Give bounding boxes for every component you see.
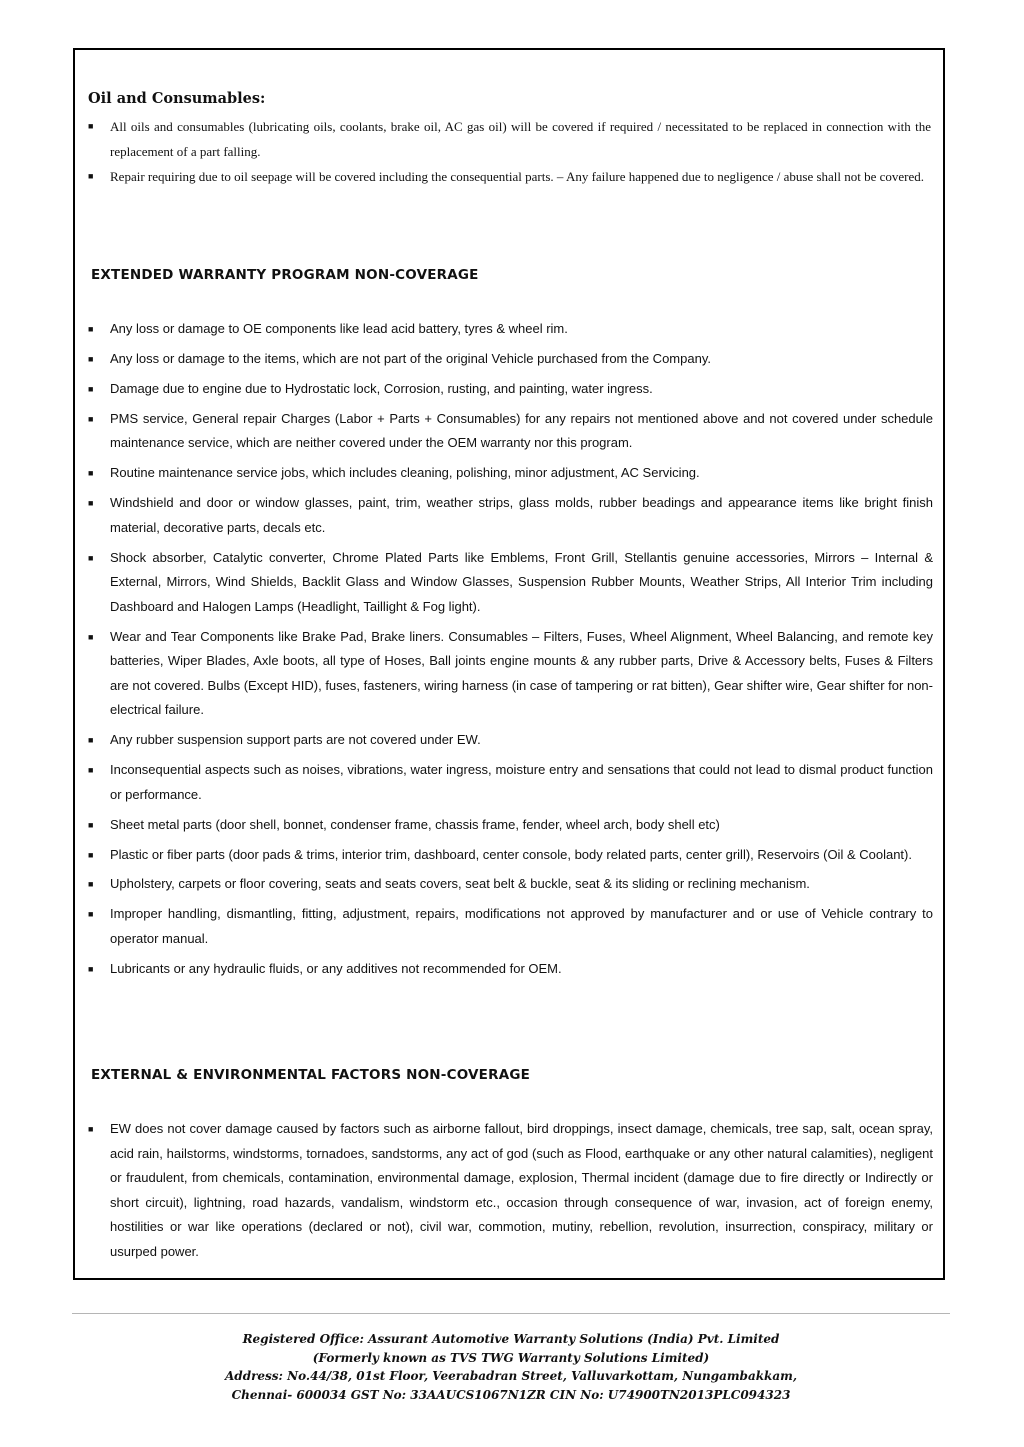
list-item (88, 957, 933, 982)
list-item (88, 728, 933, 753)
oil-section-list (88, 114, 931, 189)
bullet-icon: ■ (88, 963, 94, 974)
bullet-icon: ■ (88, 353, 94, 364)
bullet-icon: ■ (88, 171, 94, 181)
list-item (88, 164, 931, 189)
footer-line-4: Chennai- 600034 GST No: 33AAUCS1067N1ZR CIN No: U74900TN2013PLC094323 (231, 1387, 791, 1402)
list-item (88, 546, 933, 620)
list-item (88, 843, 933, 868)
list-item (88, 491, 933, 540)
list-item-text: Routine maintenance service jobs, which includes cleaning, polishing, minor adjustment, AC Servicing. (110, 465, 700, 481)
list-item-text: Shock absorber, Catalytic converter, Chrome Plated Parts like Emblems, Front Grill, Stellantis genuine accessories, Mirrors – Internal & External, Mirrors, Wind Shields, Backlit Glass and Window Glasses, Suspension Rubber Mounts, Weather Strips, All Interior Trim including Dashboard and Halogen Lamps (Headlight, Taillight & Fog light). (110, 549, 933, 614)
bullet-icon: ■ (88, 121, 94, 131)
list-item-text: Any rubber suspension support parts are not covered under EW. (110, 732, 481, 748)
list-item-text: Plastic or fiber parts (door pads & trims, interior trim, dashboard, center console, body related parts, center grill), Reservoirs (Oil & Coolant). (110, 846, 912, 862)
list-item (88, 758, 933, 807)
list-item-text: Wear and Tear Components like Brake Pad, Brake liners. Consumables – Filters, Fuses, Wheel Alignment, Wheel Balancing, and remote key batteries, Wiper Blades, Axle boots, all type of Hoses, Ball joints engine mounts & any rubber parts, Drive & Accessory belts, Fuses & Filters are not covered. Bulbs (Except HID), fuses, fasteners, wiring harness (in case of tampering or rat bitten), Gear shifter wire, Gear shifter for non-electrical failure. (110, 628, 933, 718)
list-item (88, 377, 933, 402)
list-item-text: Any loss or damage to the items, which are not part of the original Vehicle purchased from the Company. (110, 350, 711, 366)
list-item (88, 461, 933, 486)
bullet-icon: ■ (88, 1124, 94, 1134)
oil-section-title: Oil and Consumables: (88, 90, 266, 107)
bullet-icon: ■ (88, 413, 94, 424)
list-item-text: Lubricants or any hydraulic fluids, or any additives not recommended for OEM. (110, 960, 562, 976)
bullet-icon: ■ (88, 468, 94, 479)
list-item-text: Upholstery, carpets or floor covering, seats and seats covers, seat belt & buckle, seat & its sliding or reclining mechanism. (110, 876, 810, 892)
list-item (88, 407, 933, 456)
bullet-icon: ■ (88, 552, 94, 563)
footer-line-2: (Formerly known as TVS TWG Warranty Solutions Limited) (312, 1350, 710, 1365)
external-factors-title: EXTERNAL & ENVIRONMENTAL FACTORS NON-COVERAGE (91, 1067, 531, 1083)
list-item (88, 114, 931, 164)
footer-divider (72, 1313, 950, 1314)
non-coverage-title: EXTENDED WARRANTY PROGRAM NON-COVERAGE (91, 267, 479, 283)
bullet-icon: ■ (88, 879, 94, 890)
list-item-text: Improper handling, dismantling, fitting, adjustment, repairs, modifications not approved by manufacturer and or use of Vehicle contrary to operator manual. (110, 906, 933, 946)
footer-line-3: Address: No.44/38, 01st Floor, Veerabadran Street, Valluvarkottam, Nungambakkam, (225, 1369, 797, 1383)
list-item-text: Any loss or damage to OE components like lead acid battery, tyres & wheel rim. (110, 321, 568, 336)
footer-line-1: Registered Office: Assurant Automotive Warranty Solutions (India) Pvt. Limited (242, 1332, 780, 1346)
bullet-icon: ■ (88, 383, 94, 394)
list-item-text: Sheet metal parts (door shell, bonnet, condenser frame, chassis frame, fender, wheel arch, body shell etc) (110, 816, 720, 832)
bullet-icon: ■ (88, 631, 94, 642)
list-item-text: Damage due to engine due to Hydrostatic lock, Corrosion, rusting, and painting, water ingress. (110, 380, 653, 396)
bullet-icon: ■ (88, 819, 94, 830)
list-item-text: PMS service, General repair Charges (Labor + Parts + Consumables) for any repairs not mentioned above and not covered under schedule maintenance service, which are neither covered under the OEM warranty nor this program. (110, 410, 933, 451)
list-item-text: Inconsequential aspects such as noises, vibrations, water ingress, moisture entry and sensations that could not lead to dismal product function or performance. (110, 762, 933, 802)
list-item-text: EW does not cover damage caused by factors such as airborne fallout, bird droppings, insect damage, chemicals, tree sap, salt, ocean spray, acid rain, hailstorms, windstorms, tornadoes, sandstorms, any act of god (such as Flood, earthquake or any other natural calamities), negligent or fraudulent, from chemicals, contamination, environmental damage, explosion, Thermal incident (damage due to fire directly or Indirectly or short circuit), lightning, road hazards, vandalism, windstorm etc., occasion through consequence of war, invasion, act of foreign enemy, hostilities or war like operations (declared or not), civil war, commotion, mutiny, rebellion, revolution, insurrection, conspiracy, military or usurped power. (110, 1121, 933, 1259)
footer (72, 1330, 950, 1404)
bullet-icon: ■ (88, 735, 94, 746)
list-item-text: All oils and consumables (lubricating oils, coolants, brake oil, AC gas oil) will be covered if required / necessitated to be replaced in connection with the replacement of a part falling. (110, 119, 931, 159)
list-item (88, 625, 933, 723)
list-item (88, 813, 933, 838)
external-factors-list (88, 1117, 933, 1270)
list-item (88, 347, 933, 372)
bullet-icon: ■ (88, 849, 94, 860)
list-item-text: Repair requiring due to oil seepage will be covered including the consequential parts. – Any failure happened due to negligence / abuse shall not be covered. (110, 169, 925, 184)
list-item-text: Windshield and door or window glasses, paint, trim, weather strips, glass molds, rubber beadings and appearance items like bright finish material, decorative parts, decals etc. (110, 495, 933, 535)
list-item (88, 317, 933, 342)
non-coverage-list (88, 317, 933, 987)
bullet-icon: ■ (88, 765, 94, 776)
bullet-icon: ■ (88, 498, 94, 509)
list-item (88, 902, 933, 951)
bullet-icon: ■ (88, 909, 94, 920)
list-item (88, 1117, 933, 1265)
bullet-icon: ■ (88, 324, 94, 334)
list-item (88, 872, 933, 897)
